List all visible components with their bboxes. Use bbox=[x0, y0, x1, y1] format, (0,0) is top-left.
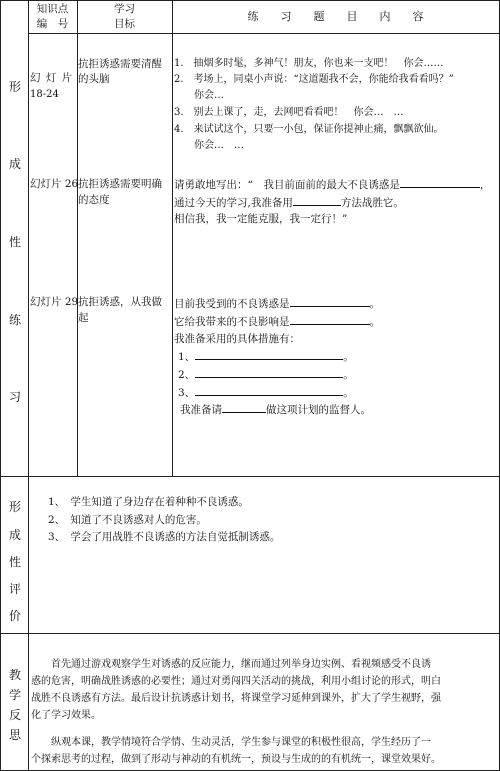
row2-line2-text: 通过今天的学习,我准备用 bbox=[174, 197, 293, 209]
row3-code: 幻灯片 29 bbox=[30, 296, 79, 308]
row2-blank-method[interactable] bbox=[293, 195, 341, 206]
row2-goal: 抗拒诱惑需要明确 bbox=[78, 178, 162, 190]
row1-question-4-cont: 你会… … bbox=[174, 140, 244, 151]
row1-goal: 抗拒诱惑需要清醒 bbox=[78, 58, 162, 70]
row2-line2-text-end: 方法战胜它。 bbox=[340, 197, 404, 209]
row3-blank-measure-2[interactable] bbox=[195, 367, 343, 378]
row3-blank-measure-1[interactable] bbox=[195, 349, 343, 360]
header-goal-label-2: 目标 bbox=[114, 18, 135, 30]
row3-period: 。 bbox=[343, 351, 354, 363]
row3-period: 。 bbox=[343, 387, 354, 399]
table-border-left bbox=[0, 0, 1, 771]
row2-goal-cont: 的态度 bbox=[78, 194, 110, 206]
row3-period: 。 bbox=[369, 298, 380, 310]
section1-label-char: 练 bbox=[9, 313, 22, 327]
row3-measure-2 bbox=[178, 367, 354, 382]
reflection-para1-line3: 战胜不良诱惑有方法。最后设计抗诱惑计划书，将课堂学习延伸到课外，扩大了学生视野，强 bbox=[31, 693, 441, 704]
row2-line3: 相信我，我一定能克服，我一定行！” bbox=[174, 213, 348, 225]
row3-line3: 我准备采用的具体措施有： bbox=[174, 333, 300, 345]
reflection-para1-line4: 化了学习效果。 bbox=[31, 710, 101, 721]
row3-period: 。 bbox=[369, 316, 380, 328]
row3-measure-number: 3、 bbox=[178, 387, 196, 399]
row3-goal-cont: 起 bbox=[78, 312, 89, 324]
section2-label-char: 性 bbox=[9, 555, 22, 569]
section2-label-char: 价 bbox=[9, 609, 22, 623]
row2-line2 bbox=[174, 195, 404, 210]
row3-blank-supervisor[interactable] bbox=[222, 402, 266, 413]
reflection-para1-line1: 首先通过游戏观察学生对诱惑的反应能力，继而通过列举身边实例、看视频感受不良诱 bbox=[31, 659, 431, 670]
row3-measure-number: 1、 bbox=[178, 351, 196, 363]
row1-goal-cont: 的头脑 bbox=[78, 73, 110, 85]
section1-divider bbox=[0, 476, 500, 477]
row3-measure-1 bbox=[178, 349, 354, 364]
row3-measure-3 bbox=[178, 385, 354, 400]
section3-label-char: 学 bbox=[9, 688, 22, 702]
header-goal-label-1: 学习 bbox=[114, 3, 135, 15]
row3-supervisor-text-end: 做这项计划的监督人。 bbox=[266, 404, 371, 416]
row3-line1 bbox=[174, 296, 380, 311]
evaluation-item-2: 2、 知道了不良诱惑对人的危害。 bbox=[48, 514, 207, 526]
reflection-para2-line1: 纵观本课，教学情境符合学情、生动灵活，学生参与课堂的积极性很高，学生经历了一 bbox=[31, 737, 431, 748]
section1-label-char: 性 bbox=[9, 235, 22, 249]
section2-divider bbox=[0, 633, 500, 634]
section3-label-char: 思 bbox=[9, 728, 22, 742]
row3-supervisor-line bbox=[180, 402, 371, 417]
evaluation-item-3: 3、 学会了用战胜不良诱惑的方法自觉抵制诱惑。 bbox=[48, 531, 281, 543]
header-code-label-2: 编 号 bbox=[36, 18, 69, 30]
row3-supervisor-text: 我准备请 bbox=[180, 404, 222, 416]
table-border-top bbox=[0, 0, 500, 1]
row2-line1-text: 请勇敢地写出：“ 我目前面前的最大不良诱惑是 bbox=[174, 179, 400, 191]
section2-label-char: 形 bbox=[9, 500, 22, 514]
section1-label-char: 习 bbox=[9, 390, 22, 404]
row3-blank-impact[interactable] bbox=[290, 314, 370, 325]
goal-col-divider bbox=[172, 0, 173, 476]
row3-line2-text: 它给我带来的不良影响是 bbox=[174, 316, 290, 328]
row2-code: 幻灯片 26 bbox=[30, 178, 79, 190]
reflection-para2-line2: 个探索思考的过程，做到了形动与神动的有机统一，预设与生成的的有机统一，课堂效果好。 bbox=[31, 754, 441, 765]
row1-question-3: 3. 别去上课了，走，去网吧看看吧！ 你会… … bbox=[174, 107, 404, 118]
row3-measure-number: 2、 bbox=[178, 369, 196, 381]
row3-period: 。 bbox=[343, 369, 354, 381]
section3-label-char: 反 bbox=[9, 708, 22, 722]
section1-label-char: 成 bbox=[9, 157, 22, 171]
reflection-para1-line2: 惑的危害，明确战胜诱惑的必要性；通过对勇闯四关活动的挑战，利用小组讨论的形式，明白 bbox=[31, 676, 441, 687]
row1-question-4: 4. 来试试这个，只要一小包，保证你提神止痛，飘飘欲仙。 bbox=[174, 124, 444, 135]
header-content-label: 练 习 题 目 内 容 bbox=[247, 10, 424, 23]
row1-code: 幻 灯 片 bbox=[30, 72, 74, 84]
section3-label-char: 教 bbox=[9, 668, 22, 682]
row3-line2 bbox=[174, 314, 380, 329]
row3-blank-temptation[interactable] bbox=[290, 296, 370, 307]
row3-blank-measure-3[interactable] bbox=[195, 385, 343, 396]
row3-line1-text: 目前我受到的不良诱惑是 bbox=[174, 298, 290, 310]
section1-label-char: 形 bbox=[9, 80, 22, 94]
header-code-label-1: 知识点 bbox=[36, 3, 69, 15]
row1-question-1: 1. 抽烟多时髦，多神气！朋友，你也来一支吧！ 你会…… bbox=[174, 58, 444, 69]
row3-goal: 抗拒诱惑，从我做 bbox=[78, 296, 162, 308]
row1-code-range: 18-24 bbox=[30, 89, 59, 100]
header-divider bbox=[28, 33, 500, 34]
evaluation-item-1: 1、 学生知道了身边存在着种种不良诱惑。 bbox=[48, 496, 249, 508]
label-col-divider bbox=[28, 0, 29, 771]
section2-label-char: 成 bbox=[9, 528, 22, 542]
section2-label-char: 评 bbox=[9, 582, 22, 596]
row1-question-2: 2. 考场上，同桌小声说：“这道题我不会，你能给我看看吗？” bbox=[174, 74, 454, 85]
row1-question-2-cont: 你会… bbox=[174, 90, 224, 101]
row2-blank-temptation[interactable] bbox=[400, 177, 480, 188]
row2-line1: 请勇敢地写出：“ 我目前面前的最大不良诱惑是 ， bbox=[174, 179, 491, 191]
